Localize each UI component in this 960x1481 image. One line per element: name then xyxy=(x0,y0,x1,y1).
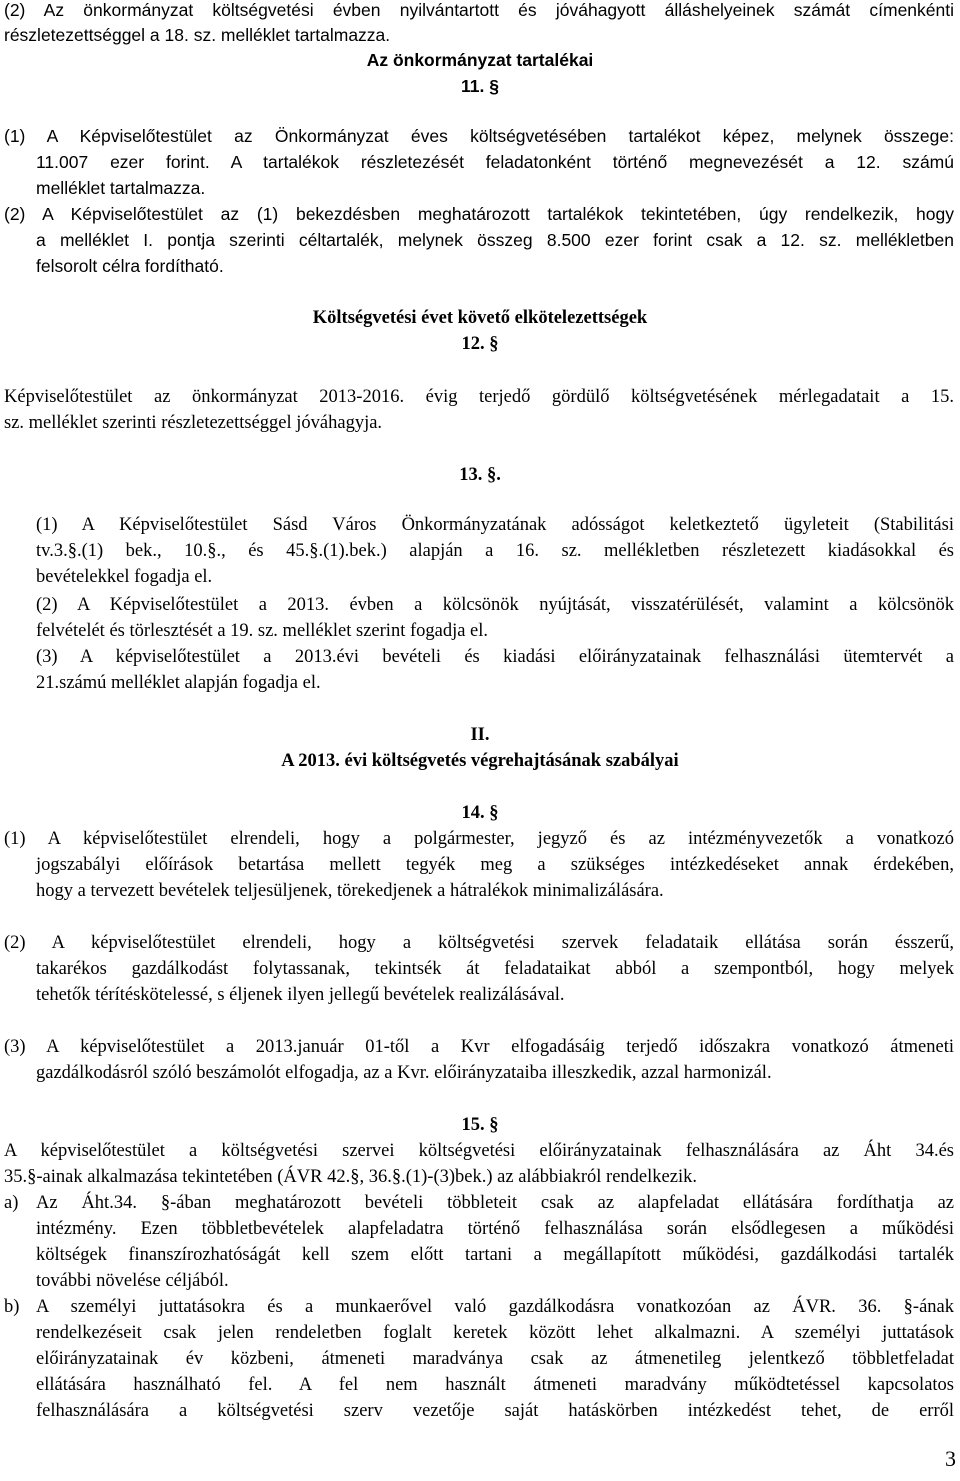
text-line: gazdálkodásról szóló beszámolót elfogadja, az a Kvr. előirányzataiba illeszkedik, azzal harmonizál. xyxy=(36,1063,772,1083)
list-label: b) xyxy=(4,1297,20,1317)
text-line: (2) A Képviselőtestület az (1) bekezdésben meghatározott tartalékok tekintetében, úgy rendelkezik, hogy xyxy=(4,204,954,224)
section-number-12: 12. § xyxy=(461,334,499,354)
part-title: A 2013. évi költségvetés végrehajtásának szabályai xyxy=(281,751,679,771)
section-number-11: 11. § xyxy=(461,76,499,96)
text-line: bevételekkel fogadja el. xyxy=(36,567,213,587)
text-line: (2) A képviselőtestület elrendeli, hogy a költségvetési szervek feladataik ellátása során ésszerű, xyxy=(4,933,954,953)
text-line: (2) Az önkormányzat költségvetési évben nyilvántartott és jóváhagyott álláshelyeinek számát címenkénti xyxy=(4,0,954,20)
text-line: ellátására használható fel. A fel nem használt átmeneti maradvány működtetéssel kapcsolatos xyxy=(36,1375,954,1395)
text-line: A személyi juttatásokra és a munkaerővel való gazdálkodásra vonatkozóan az ÁVR. 36. §-ának xyxy=(36,1297,954,1317)
list-label: a) xyxy=(4,1193,19,1213)
text-line: (3) A képviselőtestület a 2013.évi bevételi és kiadási előirányzatainak felhasználási ütemtervét a xyxy=(36,647,954,667)
text-line: (1) A Képviselőtestület az Önkormányzat éves költségvetésében tartalékot képez, melynek összege: xyxy=(4,126,954,146)
text-line: A képviselőtestület a költségvetési szervei költségvetési előirányzatainak felhasználására az Áht 34.és xyxy=(4,1141,954,1161)
text-line: 21.számú melléklet alapján fogadja el. xyxy=(36,673,321,693)
text-line: felvételét és törlesztését a 19. sz. melléklet szerint fogadja el. xyxy=(36,621,489,641)
section-number-13: 13. §. xyxy=(459,465,501,485)
text-line: (2) A Képviselőtestület a 2013. évben a kölcsönök nyújtását, visszatérülését, valamint a kölcsönök xyxy=(36,595,954,615)
text-line: részletezettséggel a 18. sz. melléklet tartalmazza. xyxy=(4,25,391,45)
text-line: melléklet tartalmazza. xyxy=(36,178,206,198)
text-line: felsorolt célra fordítható. xyxy=(36,256,224,276)
text-line: 35.§-ainak alkalmazása tekintetében (ÁVR 42.§, 36.§.(1)-(3)bek.) az alábbiakról rendelkezik. xyxy=(4,1167,697,1187)
section-number-14: 14. § xyxy=(461,803,499,823)
text-line: előirányzatainak év közbeni, átmeneti maradványa csak az átmenetileg jelentkező többletfeladat xyxy=(36,1349,954,1369)
text-line: (3) A képviselőtestület a 2013.január 01-től a Kvr elfogadásáig terjedő időszakra vonatkozó átmeneti xyxy=(4,1037,954,1057)
text-line: hogy a tervezett bevételek teljesüljenek, törekedjenek a hátralékok minimalizálására. xyxy=(36,881,664,901)
text-line: rendelkezéseit csak jelen rendeletben foglalt keretek között lehet alkalmazni. A személyi juttatások xyxy=(36,1323,954,1343)
section-heading-elkotelezettsegek: Költségvetési évet követő elkötelezettségek xyxy=(312,308,648,328)
text-line: (1) A képviselőtestület elrendeli, hogy a polgármester, jegyző és az intézményvezetők a vonatkozó xyxy=(4,829,954,849)
text-line: a melléklet I. pontja szerinti céltartalék, melynek összeg 8.500 ezer forint csak a 12. sz. mellékletben xyxy=(36,230,954,250)
text-line: intézmény. Ezen többletbevételek alapfeladatra történő felhasználása során elsődlegesen a működési xyxy=(36,1219,954,1239)
text-line: felhasználására a költségvetési szerv vezetője saját hatáskörben intézkedést tehet, de erről xyxy=(36,1401,954,1421)
text-line: tv.3.§.(1) bek., 10.§., és 45.§.(1).bek.) alapján a 16. sz. mellékletben részletezett kiadásokkal és xyxy=(36,541,954,561)
section-number-15: 15. § xyxy=(461,1115,499,1135)
text-line: takarékos gazdálkodást folytassanak, tekintsék át feladataikat abból a szempontból, hogy melyek xyxy=(36,959,954,979)
section-heading-tartalekai: Az önkormányzat tartalékai xyxy=(366,50,594,70)
page-number: 3 xyxy=(945,1446,956,1471)
text-line: Az Áht.34. §-ában meghatározott bevételi többleteit csak az alapfeladat ellátására fordíthatja az xyxy=(36,1193,954,1213)
text-line: Képviselőtestület az önkormányzat 2013-2016. évig terjedő gördülő költségvetésének mérlegadatait a 15. xyxy=(4,387,954,407)
text-line: tehetők térítésköteles​sé, s éljenek ilyen jellegű bevételek realizálásával. xyxy=(36,985,565,1005)
text-line: további növelése céljából. xyxy=(36,1271,229,1291)
text-line: (1) A Képviselőtestület Sásd Város Önkormányzatának adósságot keletkeztető ügyleteit (Stabilitási xyxy=(36,515,954,535)
text-line: jogszabályi előírások betartása mellett tegyék meg a szükséges intézkedéseket annak érdekében, xyxy=(36,855,954,875)
part-roman-numeral: II. xyxy=(470,725,490,745)
text-line: 11.007 ezer forint. A tartalékok részletezését feladatonként történő megnevezését a 12. számú xyxy=(36,152,954,172)
text-line: költségek finanszírozhatóságát kell szem előtt tartani a megállapított működési, gazdálkodási tartalék xyxy=(36,1245,954,1265)
text-line: sz. melléklet szerinti részletezettséggel jóváhagyja. xyxy=(4,413,383,433)
